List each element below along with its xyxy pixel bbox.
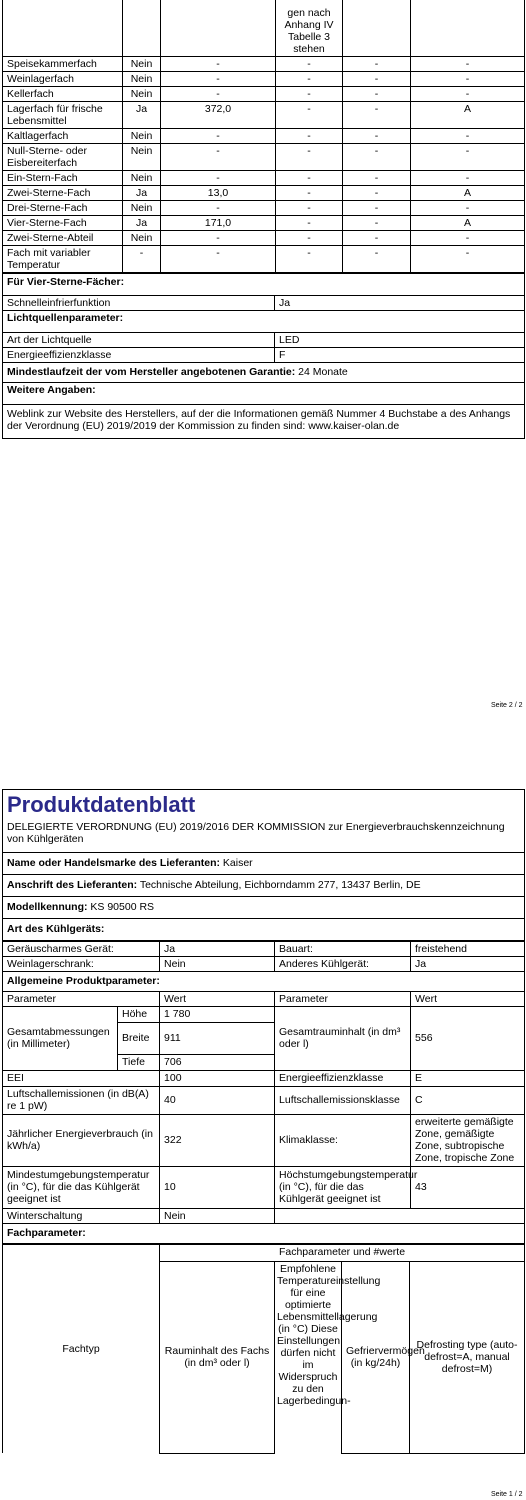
- winter-value: Nein: [160, 1208, 275, 1223]
- col-param: Parameter: [3, 991, 160, 1006]
- cell-defrost: A: [411, 101, 525, 128]
- compartment-table-continued: [2, 0, 525, 273]
- cell-freeze: -: [343, 230, 411, 245]
- temp-header-continued: gen nach Anhang IV Tabelle 3 stehen: [276, 0, 343, 56]
- col-param-2: Parameter: [275, 991, 411, 1006]
- wine-value: Nein: [160, 956, 275, 971]
- light-heading: Lichtquellenparameter:: [3, 310, 525, 332]
- cell-present: Nein: [123, 128, 161, 143]
- address-value: Technische Abteilung, Eichborndamm 277, 13437 Berlin, DE: [139, 879, 421, 891]
- model-value: KS 90500 RS: [90, 901, 155, 913]
- cell-present: Nein: [123, 230, 161, 245]
- cell-volume: -: [161, 128, 276, 143]
- cell-name: Zwei-Sterne-Abteil: [3, 230, 123, 245]
- other-value: Ja: [411, 956, 525, 971]
- page-number: Seite 1 / 2: [491, 1491, 523, 1498]
- address-row: [3, 874, 525, 896]
- fachtyp-header: Fachtyp: [3, 1244, 160, 1453]
- cell-freeze: -: [343, 128, 411, 143]
- col-value: Wert: [160, 991, 275, 1006]
- noise-class-value: C: [411, 1086, 525, 1114]
- cell-present: Nein: [123, 86, 161, 101]
- cell-name: Ein-Stern-Fach: [3, 170, 123, 185]
- supplier-row: [3, 852, 525, 874]
- cell-present: Nein: [123, 71, 161, 86]
- cell-volume: -: [161, 230, 276, 245]
- cell-temp: -: [276, 56, 343, 71]
- cell-freeze: -: [343, 215, 411, 230]
- cell-present: Nein: [123, 56, 161, 71]
- cell-name: Zwei-Sterne-Fach: [3, 185, 123, 200]
- compartment-group-header: Fachparameter und #werte: [160, 1244, 525, 1261]
- header-table: [2, 789, 525, 941]
- raum-header: Rauminhalt des Fachs (in dm³ oder l): [160, 1261, 275, 1453]
- cell-defrost: -: [411, 245, 525, 272]
- cell-defrost: -: [411, 86, 525, 101]
- cell-temp: -: [276, 128, 343, 143]
- general-heading: Allgemeine Produktparameter:: [3, 971, 525, 991]
- four-star-heading: Für Vier-Sterne-Fächer:: [3, 273, 525, 295]
- light-type-label: Art der Lichtquelle: [3, 332, 275, 347]
- dims-label: Gesamtabmessungen (in Millimeter): [3, 1006, 118, 1070]
- cell-volume: 13,0: [161, 185, 276, 200]
- winter-label: Winterschaltung: [3, 1208, 160, 1223]
- cell-temp: -: [276, 245, 343, 272]
- cell-volume: 372,0: [161, 101, 276, 128]
- cell-temp: -: [276, 230, 343, 245]
- cell-freeze: -: [343, 71, 411, 86]
- noise-class-label: Luftschallemissionsklasse: [275, 1086, 411, 1114]
- supplier-value: Kaiser: [222, 857, 253, 869]
- height-label: Höhe: [118, 1006, 160, 1022]
- warranty-value: 24 Monate: [298, 366, 348, 378]
- table-row: [3, 56, 525, 71]
- table-row: [3, 86, 525, 101]
- sheet-title: Produktdatenblatt: [3, 790, 525, 821]
- compartment-heading: Fachparameter:: [3, 1223, 525, 1243]
- width-value: 911: [160, 1022, 275, 1054]
- table-row: [3, 101, 525, 128]
- table-row: [3, 128, 525, 143]
- low-noise-value: Ja: [160, 941, 275, 956]
- cell-volume: 171,0: [161, 215, 276, 230]
- weblink-url[interactable]: www.kaiser-olan.de: [308, 419, 400, 432]
- supplier-label: Name oder Handelsmarke des Lieferanten:: [7, 857, 220, 869]
- noise-label: Luftschallemissionen (in dB(A) re 1 pW): [3, 1086, 160, 1114]
- model-row: [3, 896, 525, 918]
- cell-temp: -: [276, 71, 343, 86]
- col-value-2: Wert: [411, 991, 525, 1006]
- cell-temp: -: [276, 170, 343, 185]
- energy-class-label: Energieeffizienzklasse: [275, 1070, 411, 1086]
- cell-present: Nein: [123, 143, 161, 170]
- cell-defrost: -: [411, 143, 525, 170]
- cell-freeze: -: [343, 170, 411, 185]
- noise-value: 40: [160, 1086, 275, 1114]
- cell-temp: -: [276, 185, 343, 200]
- cell-volume: -: [161, 86, 276, 101]
- height-value: 1 780: [160, 1006, 275, 1022]
- cell-volume: -: [161, 170, 276, 185]
- cell-present: Ja: [123, 101, 161, 128]
- cell-freeze: -: [343, 56, 411, 71]
- cell-defrost: -: [411, 200, 525, 215]
- consumption-label: Jährlicher Energieverbrauch (in kWh/a): [3, 1114, 160, 1166]
- max-temp-label: Höchstumgebungstemperatur (in °C), für die das Kühlgerät geeignet ist: [275, 1166, 411, 1208]
- cell-present: Nein: [123, 200, 161, 215]
- compartment-table: [2, 1244, 525, 1454]
- cell-freeze: -: [343, 200, 411, 215]
- low-noise-label: Geräuscharmes Gerät:: [3, 941, 160, 956]
- defrost-header: Defrosting type (auto-defrost=A, manual defrost=M): [410, 1261, 525, 1453]
- type-heading: Art des Kühlgeräts:: [3, 918, 525, 940]
- cell-temp: -: [276, 86, 343, 101]
- cell-name: Speisekammerfach: [3, 56, 123, 71]
- cell-temp: -: [276, 200, 343, 215]
- more-heading: Weitere Angaben:: [3, 382, 525, 404]
- wine-label: Weinlagerschrank:: [3, 956, 160, 971]
- cell-defrost: -: [411, 71, 525, 86]
- light-class-label: Energieeffizienzklasse: [3, 347, 275, 362]
- depth-value: 706: [160, 1054, 275, 1070]
- cell-defrost: A: [411, 185, 525, 200]
- min-temp-label: Mindestumgebungstemperatur (in °C), für die das Kühlgerät geeignet ist: [3, 1166, 160, 1208]
- quick-freeze-value: Ja: [275, 295, 525, 310]
- width-label: Breite: [118, 1022, 160, 1054]
- warranty-label: Mindestlaufzeit der vom Hersteller angebotenen Garantie:: [7, 366, 296, 378]
- weblink-text: Weblink zur Website des Herstellers, auf der die Informationen gemäß Nummer 4 Buchstabe a des Anhangs der Verordnung (EU) 2019/2019 der Kommission zu finden sind:: [7, 407, 511, 432]
- table-row: [3, 200, 525, 215]
- cell-freeze: -: [343, 143, 411, 170]
- table-row: [3, 71, 525, 86]
- depth-label: Tiefe: [118, 1054, 160, 1070]
- max-temp-value: 43: [411, 1166, 525, 1208]
- cell-present: Ja: [123, 185, 161, 200]
- light-type-value: LED: [275, 332, 525, 347]
- other-label: Anderes Kühlgerät:: [275, 956, 411, 971]
- quick-freeze-label: Schnelleinfrierfunktion: [3, 295, 275, 310]
- cell-defrost: -: [411, 170, 525, 185]
- cell-name: Kellerfach: [3, 86, 123, 101]
- temp-header: Empfohlene Temperatureinstellung für eine optimierte Lebensmittellagerung (in °C) Diese Einstellungen dürfen nicht im Widerspruch zu den Lagerbedingun-: [275, 1261, 342, 1453]
- cell-defrost: -: [411, 128, 525, 143]
- cell-name: Weinlagerfach: [3, 71, 123, 86]
- address-label: Anschrift des Lieferanten:: [7, 879, 138, 891]
- cell-freeze: -: [343, 101, 411, 128]
- cell-present: Nein: [123, 170, 161, 185]
- cell-volume: -: [161, 200, 276, 215]
- table-row: [3, 170, 525, 185]
- eei-value: 100: [160, 1070, 275, 1086]
- cell-freeze: -: [343, 185, 411, 200]
- weblink-row: [3, 404, 525, 438]
- cell-defrost: A: [411, 215, 525, 230]
- volume-value: 556: [411, 1006, 525, 1070]
- table-row: [3, 185, 525, 200]
- cell-volume: -: [161, 245, 276, 272]
- energy-class-value: E: [411, 1070, 525, 1086]
- cell-temp: -: [276, 101, 343, 128]
- general-table: [2, 941, 525, 1244]
- warranty-row: [3, 362, 525, 382]
- page-number: Seite 2 / 2: [491, 702, 523, 709]
- cell-defrost: -: [411, 56, 525, 71]
- min-temp-value: 10: [160, 1166, 275, 1208]
- cell-name: Drei-Sterne-Fach: [3, 200, 123, 215]
- model-label: Modellkennung:: [7, 901, 88, 913]
- volume-label: Gesamtrauminhalt (in dm³ oder l): [275, 1006, 411, 1070]
- design-value: freistehend: [411, 941, 525, 956]
- cell-freeze: -: [343, 86, 411, 101]
- table-row: [3, 143, 525, 170]
- cell-temp: -: [276, 215, 343, 230]
- cell-present: Ja: [123, 215, 161, 230]
- table-row: [3, 245, 525, 272]
- page-2: [2, 0, 524, 439]
- freeze-header: Gefriervermögen (in kg/24h): [342, 1261, 410, 1453]
- lower-table: [2, 273, 525, 439]
- climate-value: erweiterte gemäßigte Zone, gemäßigte Zone, subtropische Zone, tropische Zone: [411, 1114, 525, 1166]
- page-1: [2, 789, 524, 1454]
- light-class-value: F: [275, 347, 525, 362]
- eei-label: EEI: [3, 1070, 160, 1086]
- cell-name: Lagerfach für frische Lebensmittel: [3, 101, 123, 128]
- cell-volume: -: [161, 143, 276, 170]
- design-label: Bauart:: [275, 941, 411, 956]
- table-row: [3, 215, 525, 230]
- consumption-value: 322: [160, 1114, 275, 1166]
- cell-defrost: -: [411, 230, 525, 245]
- regulation-text: DELEGIERTE VERORDNUNG (EU) 2019/2016 DER KOMMISSION zur Energieverbrauchskennzeichnung von Kühlgeräten: [3, 820, 525, 852]
- cell-volume: -: [161, 71, 276, 86]
- cell-present: -: [123, 245, 161, 272]
- cell-name: Null-Sterne- oder Eisbereiterfach: [3, 143, 123, 170]
- cell-freeze: -: [343, 245, 411, 272]
- cell-name: Vier-Sterne-Fach: [3, 215, 123, 230]
- table-row: [3, 230, 525, 245]
- table-row: [3, 0, 525, 56]
- cell-name: Fach mit variabler Temperatur: [3, 245, 123, 272]
- cell-temp: -: [276, 143, 343, 170]
- cell-volume: -: [161, 56, 276, 71]
- cell-name: Kaltlagerfach: [3, 128, 123, 143]
- climate-label: Klimaklasse:: [275, 1114, 411, 1166]
